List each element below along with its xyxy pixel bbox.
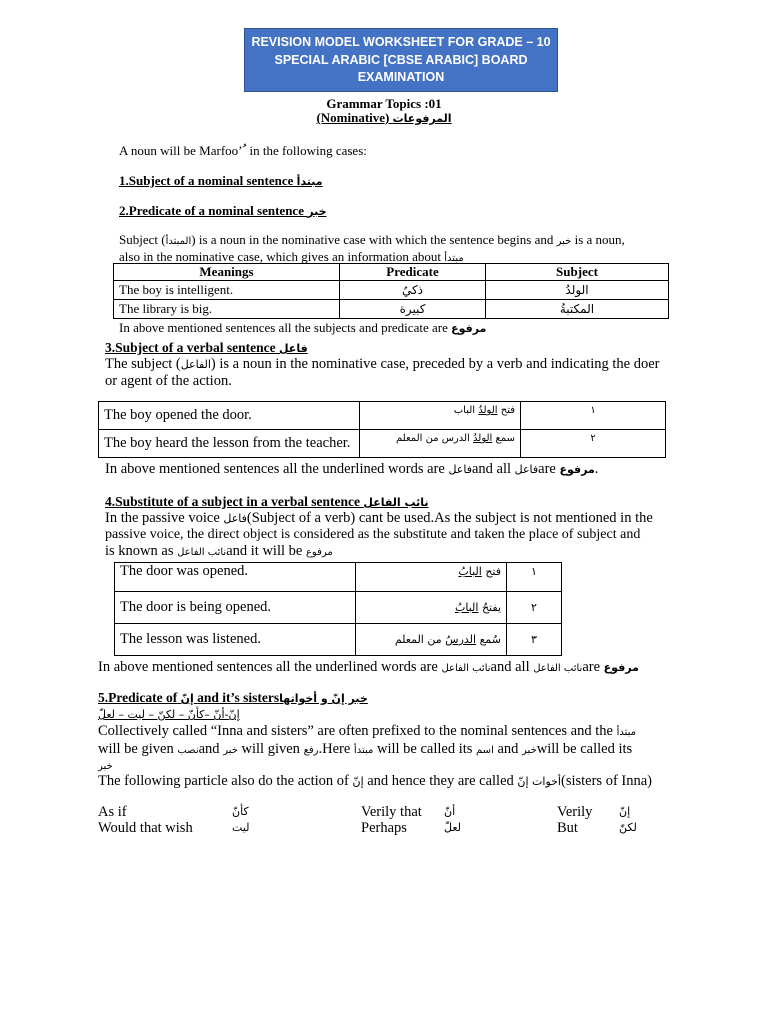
note-text: are xyxy=(538,461,556,477)
cell-arabic xyxy=(360,402,521,430)
para-text: passive voice, the direct object is considered as the substitute and taken the place of subject and xyxy=(105,527,641,542)
worksheet-header xyxy=(244,28,558,92)
para-ar: إنّ xyxy=(352,775,364,788)
para-ar: اسم xyxy=(476,745,494,756)
para-ar: مبتدأ xyxy=(353,745,374,756)
case-1-ar: مبتدأ xyxy=(296,175,323,188)
ar-word: فتح xyxy=(485,565,501,578)
column-header-meanings: Meanings xyxy=(114,264,340,281)
particle-arabic: أنّ xyxy=(444,805,456,818)
para-text: (Subject of a verb) cant be used.As the subject is not mentioned in the xyxy=(246,510,653,526)
cell-predicate: كبيرة xyxy=(340,300,486,319)
cell-english: The boy heard the lesson from the teacher. xyxy=(99,430,360,458)
note-ar: مرفوع xyxy=(603,661,639,674)
paragraph-verbal-subject xyxy=(105,356,675,389)
para-ar: فاعل xyxy=(223,512,247,525)
particle-arabic: ليت xyxy=(232,821,250,834)
cell-number: ٢ xyxy=(521,430,666,458)
note-text: and all xyxy=(490,659,530,675)
particles-line: إنّ-أنّ –كأنّ – لكنّ – ليت – لعلّ xyxy=(98,708,240,721)
cell-arabic xyxy=(360,430,521,458)
case-5-label: 5.Predicate of xyxy=(98,690,178,705)
ar-word: من المعلم xyxy=(394,633,442,646)
table-header-row xyxy=(114,264,669,281)
para-text: In the passive voice xyxy=(105,510,220,526)
cell-number: ١ xyxy=(521,402,666,430)
para-text: ) is a noun in the nominative case with which the sentence begins and xyxy=(191,232,554,247)
cell-number: ١ xyxy=(507,563,562,592)
note-1 xyxy=(119,320,486,336)
paragraph-subject xyxy=(119,232,679,266)
para-text: The subject ( xyxy=(105,356,181,372)
ar-word: سمع xyxy=(495,433,515,444)
cell-english: The door was opened. xyxy=(115,563,356,592)
para-text: Subject ( xyxy=(119,232,166,247)
ar-word: سُمع xyxy=(479,633,501,646)
column-header-predicate: Predicate xyxy=(340,264,486,281)
note-ar: نائب الفاعل xyxy=(441,663,491,674)
table-row xyxy=(99,402,666,430)
note-ar: مرفوع xyxy=(559,463,595,476)
para-text: and hence they are called xyxy=(367,773,514,789)
case-2-heading xyxy=(119,203,327,219)
particle-meaning: Verily that xyxy=(361,804,422,820)
ar-word-underlined: البابُ xyxy=(455,601,479,614)
case-4-ar: نائب الفاعل xyxy=(363,496,429,509)
cell-english: The lesson was listened. xyxy=(115,624,356,656)
note-ar: فاعل xyxy=(514,463,539,476)
para-text: and xyxy=(198,741,220,757)
particles-grid xyxy=(98,804,658,838)
ar-word-underlined: الدرسُ xyxy=(445,633,477,646)
para-text: also in the nominative case, which gives an information about xyxy=(119,249,442,264)
ar-word: يفتحُ xyxy=(481,601,501,614)
header-line: EXAMINATION xyxy=(357,70,445,84)
case-5-heading xyxy=(98,690,368,706)
paragraph-inna xyxy=(98,723,678,775)
para-ar: أخوات إنّ xyxy=(517,775,561,788)
case-4-label: 4.Substitute of a subject in a verbal sentence xyxy=(105,494,360,509)
cell-arabic xyxy=(356,624,507,656)
ar-word: الباب xyxy=(453,405,476,416)
para-text: .Here xyxy=(318,741,351,757)
para-text: (sisters of Inna) xyxy=(561,773,653,789)
table-row xyxy=(115,592,562,624)
cell-predicate: ذكيٌ xyxy=(340,281,486,300)
table-row xyxy=(115,624,562,656)
ar-word-underlined: الولدُ xyxy=(478,405,498,416)
para-ar: رفع xyxy=(303,745,319,756)
note-text: In above mentioned sentences all the underlined words are xyxy=(98,659,438,675)
para-text: is a noun, xyxy=(574,232,625,247)
para-text: ) is a noun in the nominative case, preceded by a verb and indicating the doer xyxy=(210,356,660,372)
para-ar: خبر xyxy=(522,745,537,756)
case-3-label: 3.Subject of a verbal sentence xyxy=(105,340,276,355)
note-text: are xyxy=(582,659,601,675)
para-ar: مبتدأ xyxy=(444,253,464,264)
note-ar: نائب الفاعل xyxy=(533,663,583,674)
paragraph-passive xyxy=(105,510,677,561)
nominal-sentence-table xyxy=(113,263,669,319)
header-line: SPECIAL ARABIC [CBSE ARABIC] BOARD xyxy=(274,52,528,67)
cell-arabic xyxy=(356,592,507,624)
particle-meaning: But xyxy=(557,820,578,836)
para-text: is known as xyxy=(105,543,174,559)
case-3-heading xyxy=(105,340,308,356)
para-ar: مبتدأ xyxy=(616,727,637,738)
cell-arabic xyxy=(356,563,507,592)
para-ar: المبتدأ xyxy=(165,236,192,247)
particle-arabic: لعلّ xyxy=(444,821,461,834)
particle-meaning: Perhaps xyxy=(361,820,407,836)
particle-meaning: Would that wish xyxy=(98,820,193,836)
para-text: will given xyxy=(241,741,300,757)
cell-number: ٣ xyxy=(507,624,562,656)
para-ar: الفاعل xyxy=(180,358,211,371)
cell-subject: المكتبةُ xyxy=(486,300,669,319)
note-2 xyxy=(105,461,598,478)
verbal-sentence-table xyxy=(98,401,666,458)
ar-word-underlined: الولدُ xyxy=(473,433,493,444)
subtitle-en: (Nominative) xyxy=(316,110,390,125)
particle-arabic: لكنّ xyxy=(619,821,637,834)
case-2-ar: خبر xyxy=(307,205,327,218)
para-ar: خبر xyxy=(223,745,238,756)
note-text: In above mentioned sentences all the subjects and predicate are xyxy=(119,320,448,335)
para-text: The following particle also do the action of xyxy=(98,773,349,789)
note-text: In above mentioned sentences all the underlined words are xyxy=(105,461,445,477)
para-ar: نصب xyxy=(177,745,199,756)
paragraph-sisters xyxy=(98,773,652,790)
passive-sentence-table xyxy=(114,562,562,656)
cell-meaning: The library is big. xyxy=(114,300,340,319)
cell-english: The door is being opened. xyxy=(115,592,356,624)
particle-meaning: As if xyxy=(98,804,127,820)
para-text: will be called its xyxy=(536,741,633,757)
note-text: and all xyxy=(471,461,512,477)
para-ar: خبر xyxy=(556,236,572,247)
note-text: . xyxy=(594,461,599,477)
cell-meaning: The boy is intelligent. xyxy=(114,281,340,300)
note-ar: مرفوع xyxy=(451,322,487,335)
case-5-label: and it’s sisters xyxy=(197,690,280,705)
table-row xyxy=(99,430,666,458)
subtitle-ar: المرفوعات xyxy=(392,112,452,125)
para-text: will be given xyxy=(98,741,174,757)
para-ar: خبر xyxy=(98,761,113,772)
case-5-ar: خبر إنّ و أخواتها xyxy=(279,692,368,705)
para-text: Collectively called “Inna and sisters” are often prefixed to the nominal sentences and the xyxy=(98,723,613,739)
case-4-heading xyxy=(105,494,429,510)
para-ar: مرفوع xyxy=(305,547,333,558)
para-text: and it will be xyxy=(226,543,303,559)
topic-subtitle xyxy=(0,110,768,126)
note-3 xyxy=(98,659,639,676)
para-text: will be called its xyxy=(376,741,473,757)
table-row xyxy=(114,281,669,300)
table-row xyxy=(115,563,562,592)
note-ar: فاعل xyxy=(448,463,472,476)
cell-subject: الولدُ xyxy=(486,281,669,300)
para-text: and xyxy=(497,741,519,757)
intro-text: A noun will be Marfoo’ ُ in the following cases: xyxy=(119,143,367,158)
case-3-ar: فاعل xyxy=(278,342,308,355)
para-text: or agent of the action. xyxy=(105,373,232,389)
ar-word-underlined: البابُ xyxy=(458,565,482,578)
para-ar: نائب الفاعل xyxy=(177,547,227,558)
ar-word: فتح xyxy=(500,405,515,416)
cell-english: The boy opened the door. xyxy=(99,402,360,430)
cell-number: ٢ xyxy=(507,592,562,624)
table-row xyxy=(114,300,669,319)
case-1-heading xyxy=(119,173,323,189)
header-line: REVISION MODEL WORKSHEET FOR GRADE – 10 xyxy=(251,35,551,49)
case-1-label: 1.Subject of a nominal sentence xyxy=(119,173,294,188)
particle-meaning: Verily xyxy=(557,804,593,820)
case-2-label: 2.Predicate of a nominal sentence xyxy=(119,203,304,218)
particle-arabic: إنّ xyxy=(619,805,631,818)
topic-title: Grammar Topics :01 xyxy=(326,96,442,111)
particle-arabic: كأنّ xyxy=(232,805,249,818)
ar-word: الدرس من المعلم xyxy=(396,433,470,444)
column-header-subject: Subject xyxy=(486,264,669,281)
case-5-ar: إنّ xyxy=(180,692,194,705)
